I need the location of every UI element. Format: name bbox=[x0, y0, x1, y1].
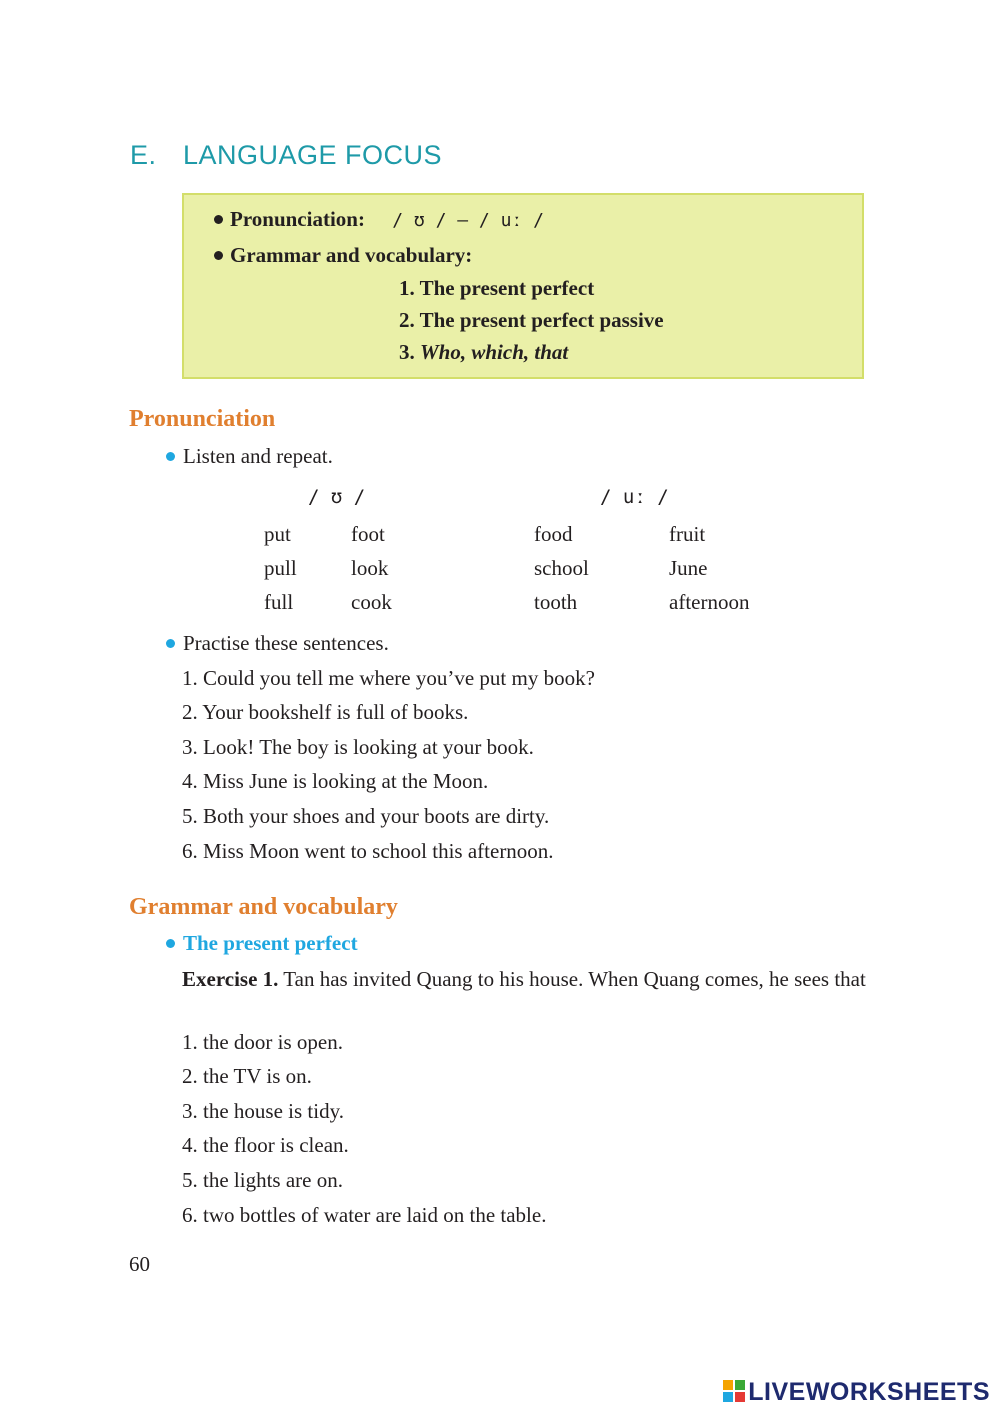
sentence: 5. Both your shoes and your boots are dirty. bbox=[182, 804, 550, 828]
exercise-item: 3. the house is tidy. bbox=[182, 1099, 344, 1123]
focus-pronunciation-sounds: / ʊ / – / uː / bbox=[392, 210, 544, 231]
sentence: 1. Could you tell me where you’ve put my book? bbox=[182, 666, 595, 690]
focus-item-number: 1. bbox=[399, 276, 415, 300]
bullet-icon bbox=[214, 215, 223, 224]
page-number: 60 bbox=[129, 1252, 150, 1276]
sound-header-short-u: / ʊ / bbox=[308, 486, 366, 508]
exercise-item: 2. the TV is on. bbox=[182, 1064, 312, 1088]
sentence: 2. Your bookshelf is full of books. bbox=[182, 700, 469, 724]
word: put bbox=[264, 522, 291, 546]
listen-instruction-text: Listen and repeat. bbox=[183, 444, 333, 468]
focus-item-text: The present perfect passive bbox=[419, 308, 664, 332]
focus-item-3 bbox=[399, 340, 568, 365]
practise-instruction-text: Practise these sentences. bbox=[183, 631, 389, 655]
exercise-text: Tan has invited Quang to his house. When Quang comes, he sees that bbox=[278, 967, 866, 991]
section-title-text: LANGUAGE FOCUS bbox=[183, 140, 443, 170]
bullet-icon bbox=[214, 251, 223, 260]
liveworksheets-logo-text: LIVEWORKSHEETS bbox=[748, 1378, 990, 1406]
focus-item-number: 3. bbox=[399, 340, 415, 364]
liveworksheets-logo[interactable] bbox=[723, 1378, 990, 1407]
sentence: 3. Look! The boy is looking at your book. bbox=[182, 735, 534, 759]
present-perfect-subheading bbox=[166, 931, 358, 956]
practise-instruction bbox=[166, 631, 389, 656]
bullet-icon bbox=[166, 639, 175, 648]
subheading-text: The present perfect bbox=[183, 931, 358, 955]
bullet-icon bbox=[166, 452, 175, 461]
word: tooth bbox=[534, 590, 578, 614]
exercise-label: Exercise 1. bbox=[182, 967, 279, 991]
sentence: 6. Miss Moon went to school this afternoon. bbox=[182, 839, 554, 863]
word: June bbox=[669, 556, 708, 580]
focus-item-2 bbox=[399, 308, 664, 333]
word: full bbox=[264, 590, 294, 614]
focus-pronunciation-row bbox=[214, 207, 544, 232]
exercise-item: 6. two bottles of water are laid on the table. bbox=[182, 1203, 547, 1227]
focus-item-number: 2. bbox=[399, 308, 415, 332]
focus-grammar-label: Grammar and vocabulary: bbox=[230, 243, 473, 267]
focus-summary-box bbox=[182, 193, 864, 379]
bullet-icon bbox=[166, 939, 175, 948]
focus-item-1 bbox=[399, 276, 594, 301]
liveworksheets-logo-icon bbox=[723, 1380, 745, 1402]
focus-grammar-row bbox=[214, 243, 472, 268]
word: fruit bbox=[669, 522, 706, 546]
listen-instruction bbox=[166, 444, 333, 469]
word: cook bbox=[351, 590, 392, 614]
sound-header-long-u: / uː / bbox=[600, 486, 669, 508]
exercise-item: 4. the floor is clean. bbox=[182, 1133, 349, 1157]
section-letter: E. bbox=[130, 140, 157, 170]
word: pull bbox=[264, 556, 297, 580]
focus-item-text: Who, which, that bbox=[420, 340, 569, 364]
grammar-heading: Grammar and vocabulary bbox=[129, 894, 398, 920]
section-title bbox=[130, 140, 442, 171]
pronunciation-heading: Pronunciation bbox=[129, 406, 276, 432]
word: school bbox=[534, 556, 589, 580]
focus-item-text: The present perfect bbox=[419, 276, 595, 300]
sentence: 4. Miss June is looking at the Moon. bbox=[182, 769, 489, 793]
word: look bbox=[351, 556, 389, 580]
exercise-item: 1. the door is open. bbox=[182, 1030, 343, 1054]
exercise-item: 5. the lights are on. bbox=[182, 1168, 343, 1192]
word: food bbox=[534, 522, 573, 546]
exercise-1-prompt bbox=[182, 966, 882, 993]
focus-pronunciation-label: Pronunciation: bbox=[230, 207, 365, 231]
word: foot bbox=[351, 522, 385, 546]
word: afternoon bbox=[669, 590, 750, 614]
